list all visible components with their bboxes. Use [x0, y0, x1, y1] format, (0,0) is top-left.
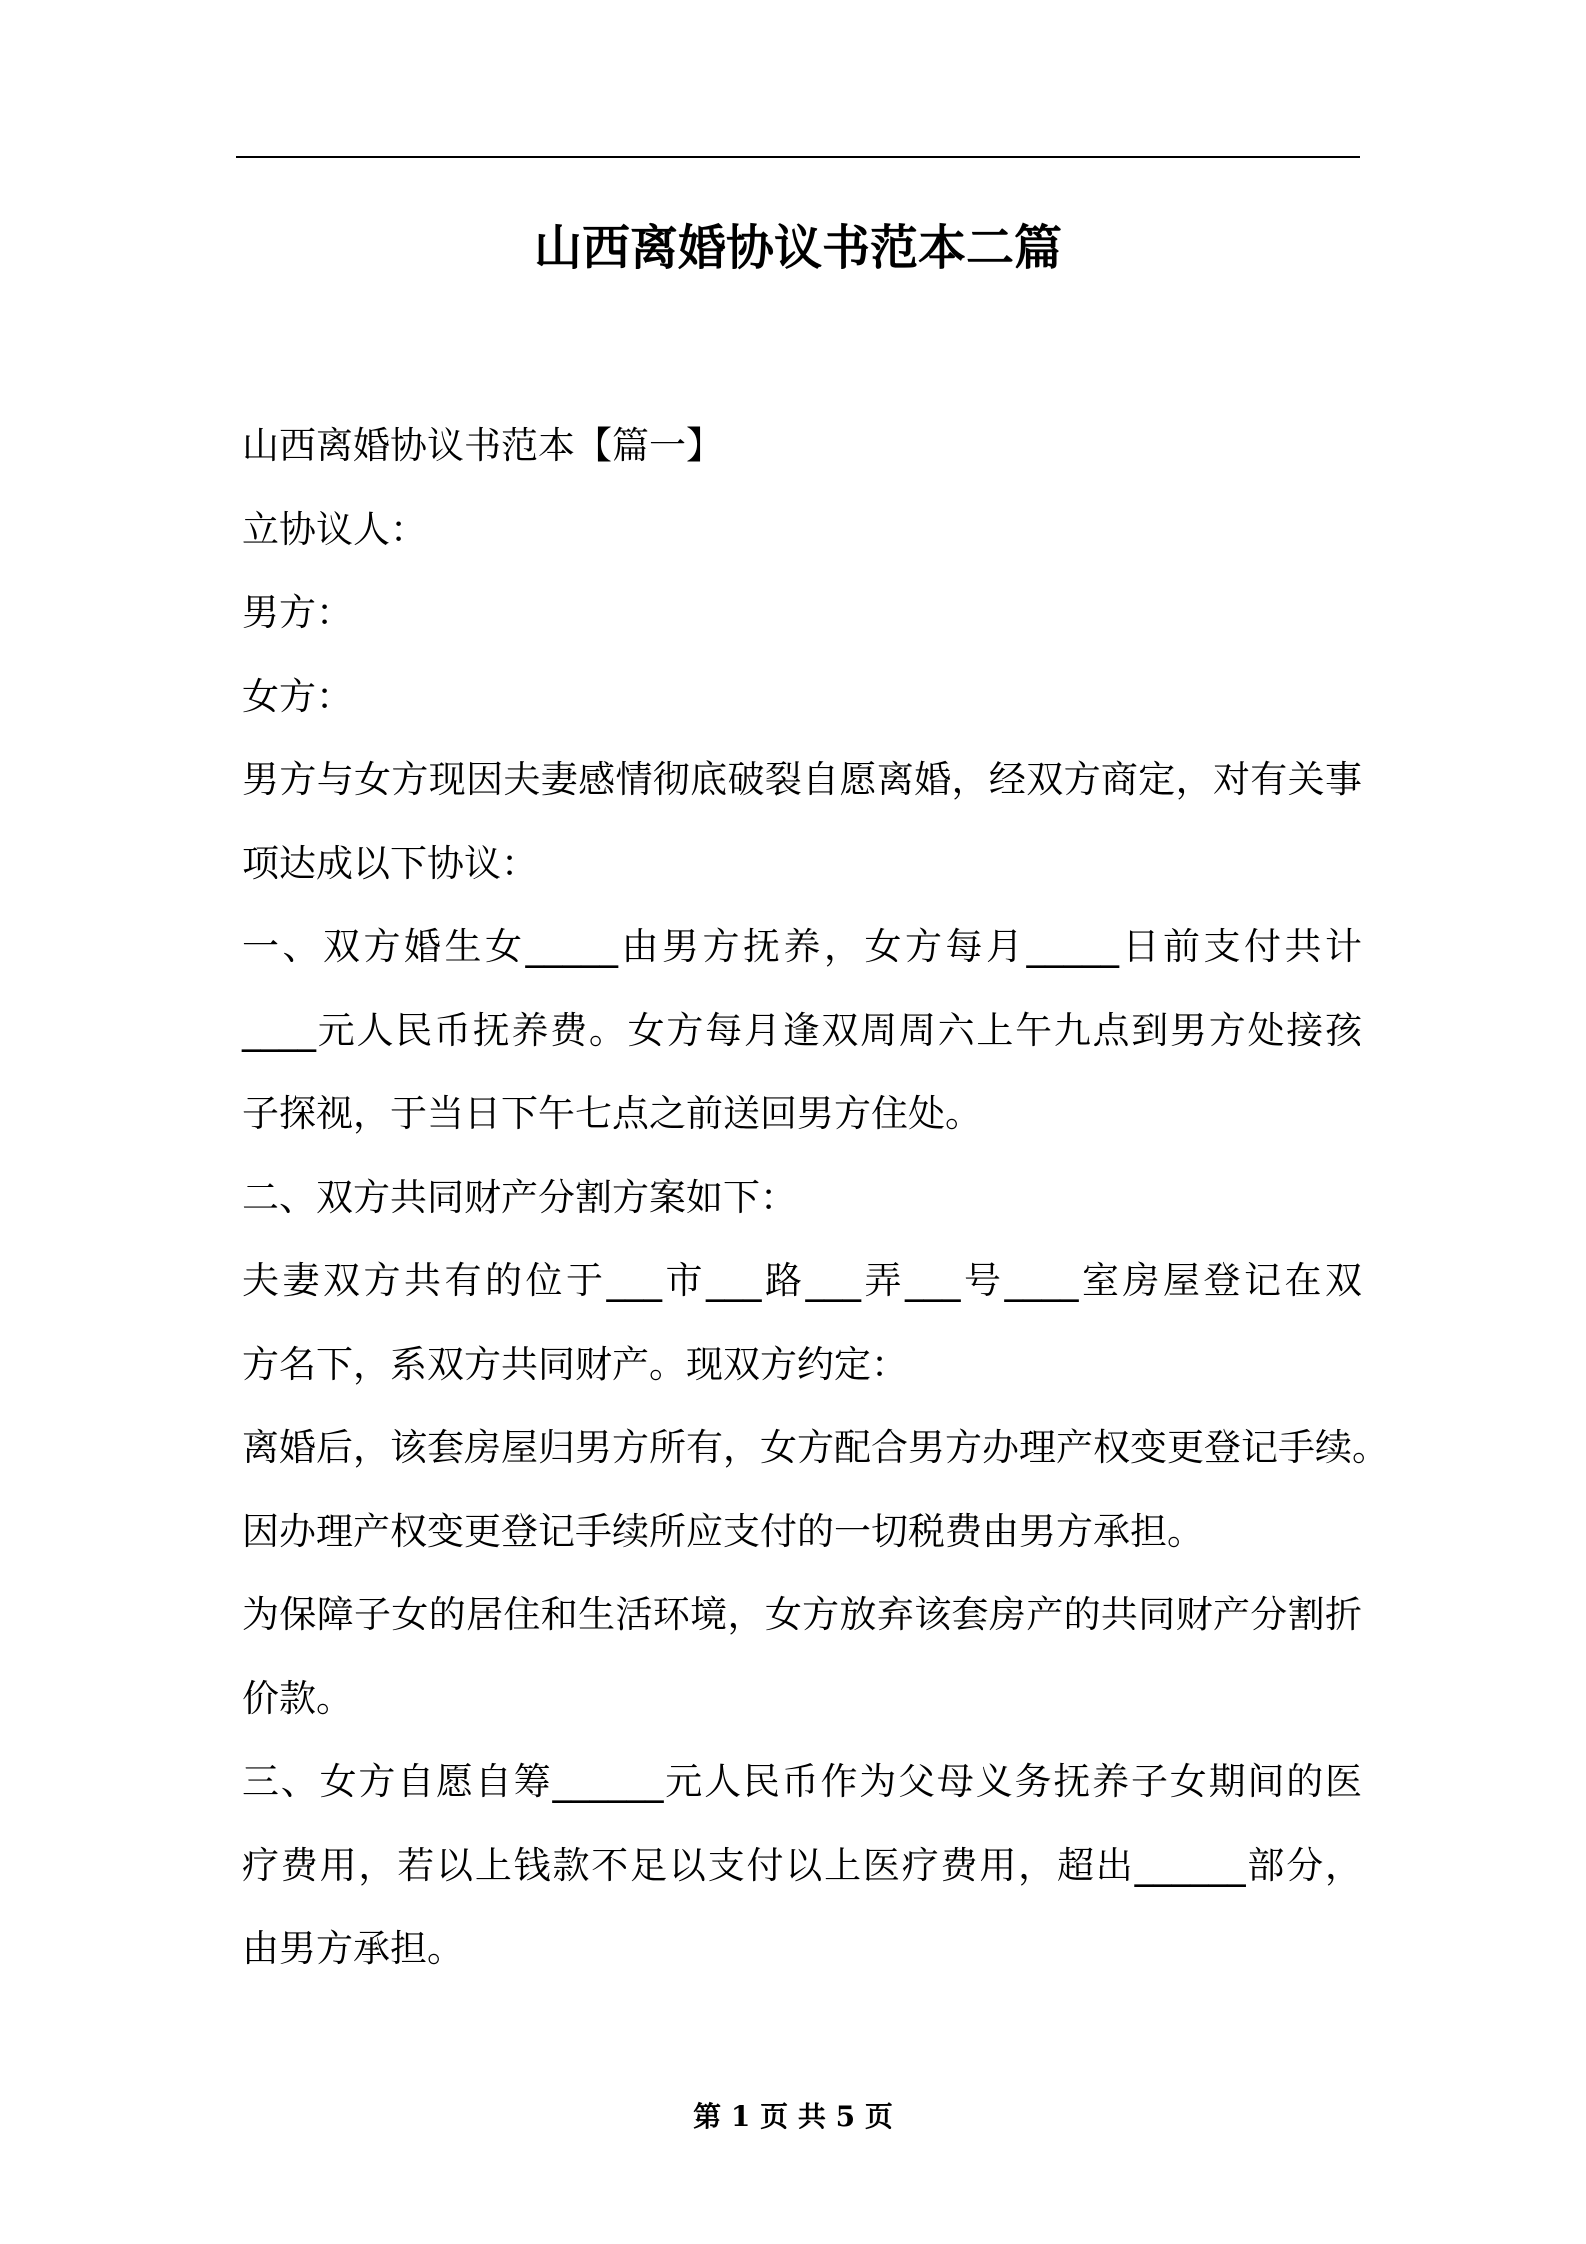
text-line: 男方与女方现因夫妻感情彻底破裂自愿离婚，经双方商定，对有关事 [242, 758, 1362, 801]
text-line: 立协议人： [242, 507, 427, 551]
text-line: 项达成以下协议： [242, 841, 538, 885]
text-line: 疗费用，若以上钱款不足以支付以上医疗费用，超出______部分， [242, 1843, 1362, 1887]
text-line: ____元人民币抚养费。女方每月逢双周周六上午九点到男方处接孩 [242, 1008, 1362, 1052]
text-line: 三、女方自愿自筹______元人民币作为父母义务抚养子女期间的医 [242, 1760, 1362, 1803]
text-line: 男方： [242, 591, 353, 634]
document-title: 山西离婚协议书范本二篇 [533, 220, 1062, 276]
text-line: 方名下，系双方共同财产。现双方约定： [242, 1342, 908, 1386]
text-line: 为保障子女的居住和生活环境，女方放弃该套房产的共同财产分割折 [242, 1593, 1362, 1636]
text-line: 离婚后，该套房屋归男方所有，女方配合男方办理产权变更登记手续。 [242, 1426, 1389, 1469]
text-line: 夫妻双方共有的位于___市___路___弄___号____室房屋登记在双 [242, 1259, 1362, 1302]
text-line: 因办理产权变更登记手续所应支付的一切税费由男方承担。 [242, 1509, 1204, 1553]
text-line: 女方： [242, 674, 353, 718]
header-rule [236, 156, 1360, 158]
page-number: 第 1 页 共 5 页 [693, 2100, 893, 2133]
text-line: 子探视，于当日下午七点之前送回男方住处。 [242, 1092, 982, 1135]
text-line: 价款。 [242, 1676, 353, 1720]
document-body [242, 404, 1389, 1991]
text-line: 二、双方共同财产分割方案如下： [242, 1175, 797, 1219]
text-line: 一、双方婚生女_____由男方抚养，女方每月_____日前支付共计 [242, 925, 1362, 968]
section-heading: 山西离婚协议书范本【篇一】 [242, 424, 723, 467]
text-line: 由男方承担。 [242, 1927, 464, 1970]
